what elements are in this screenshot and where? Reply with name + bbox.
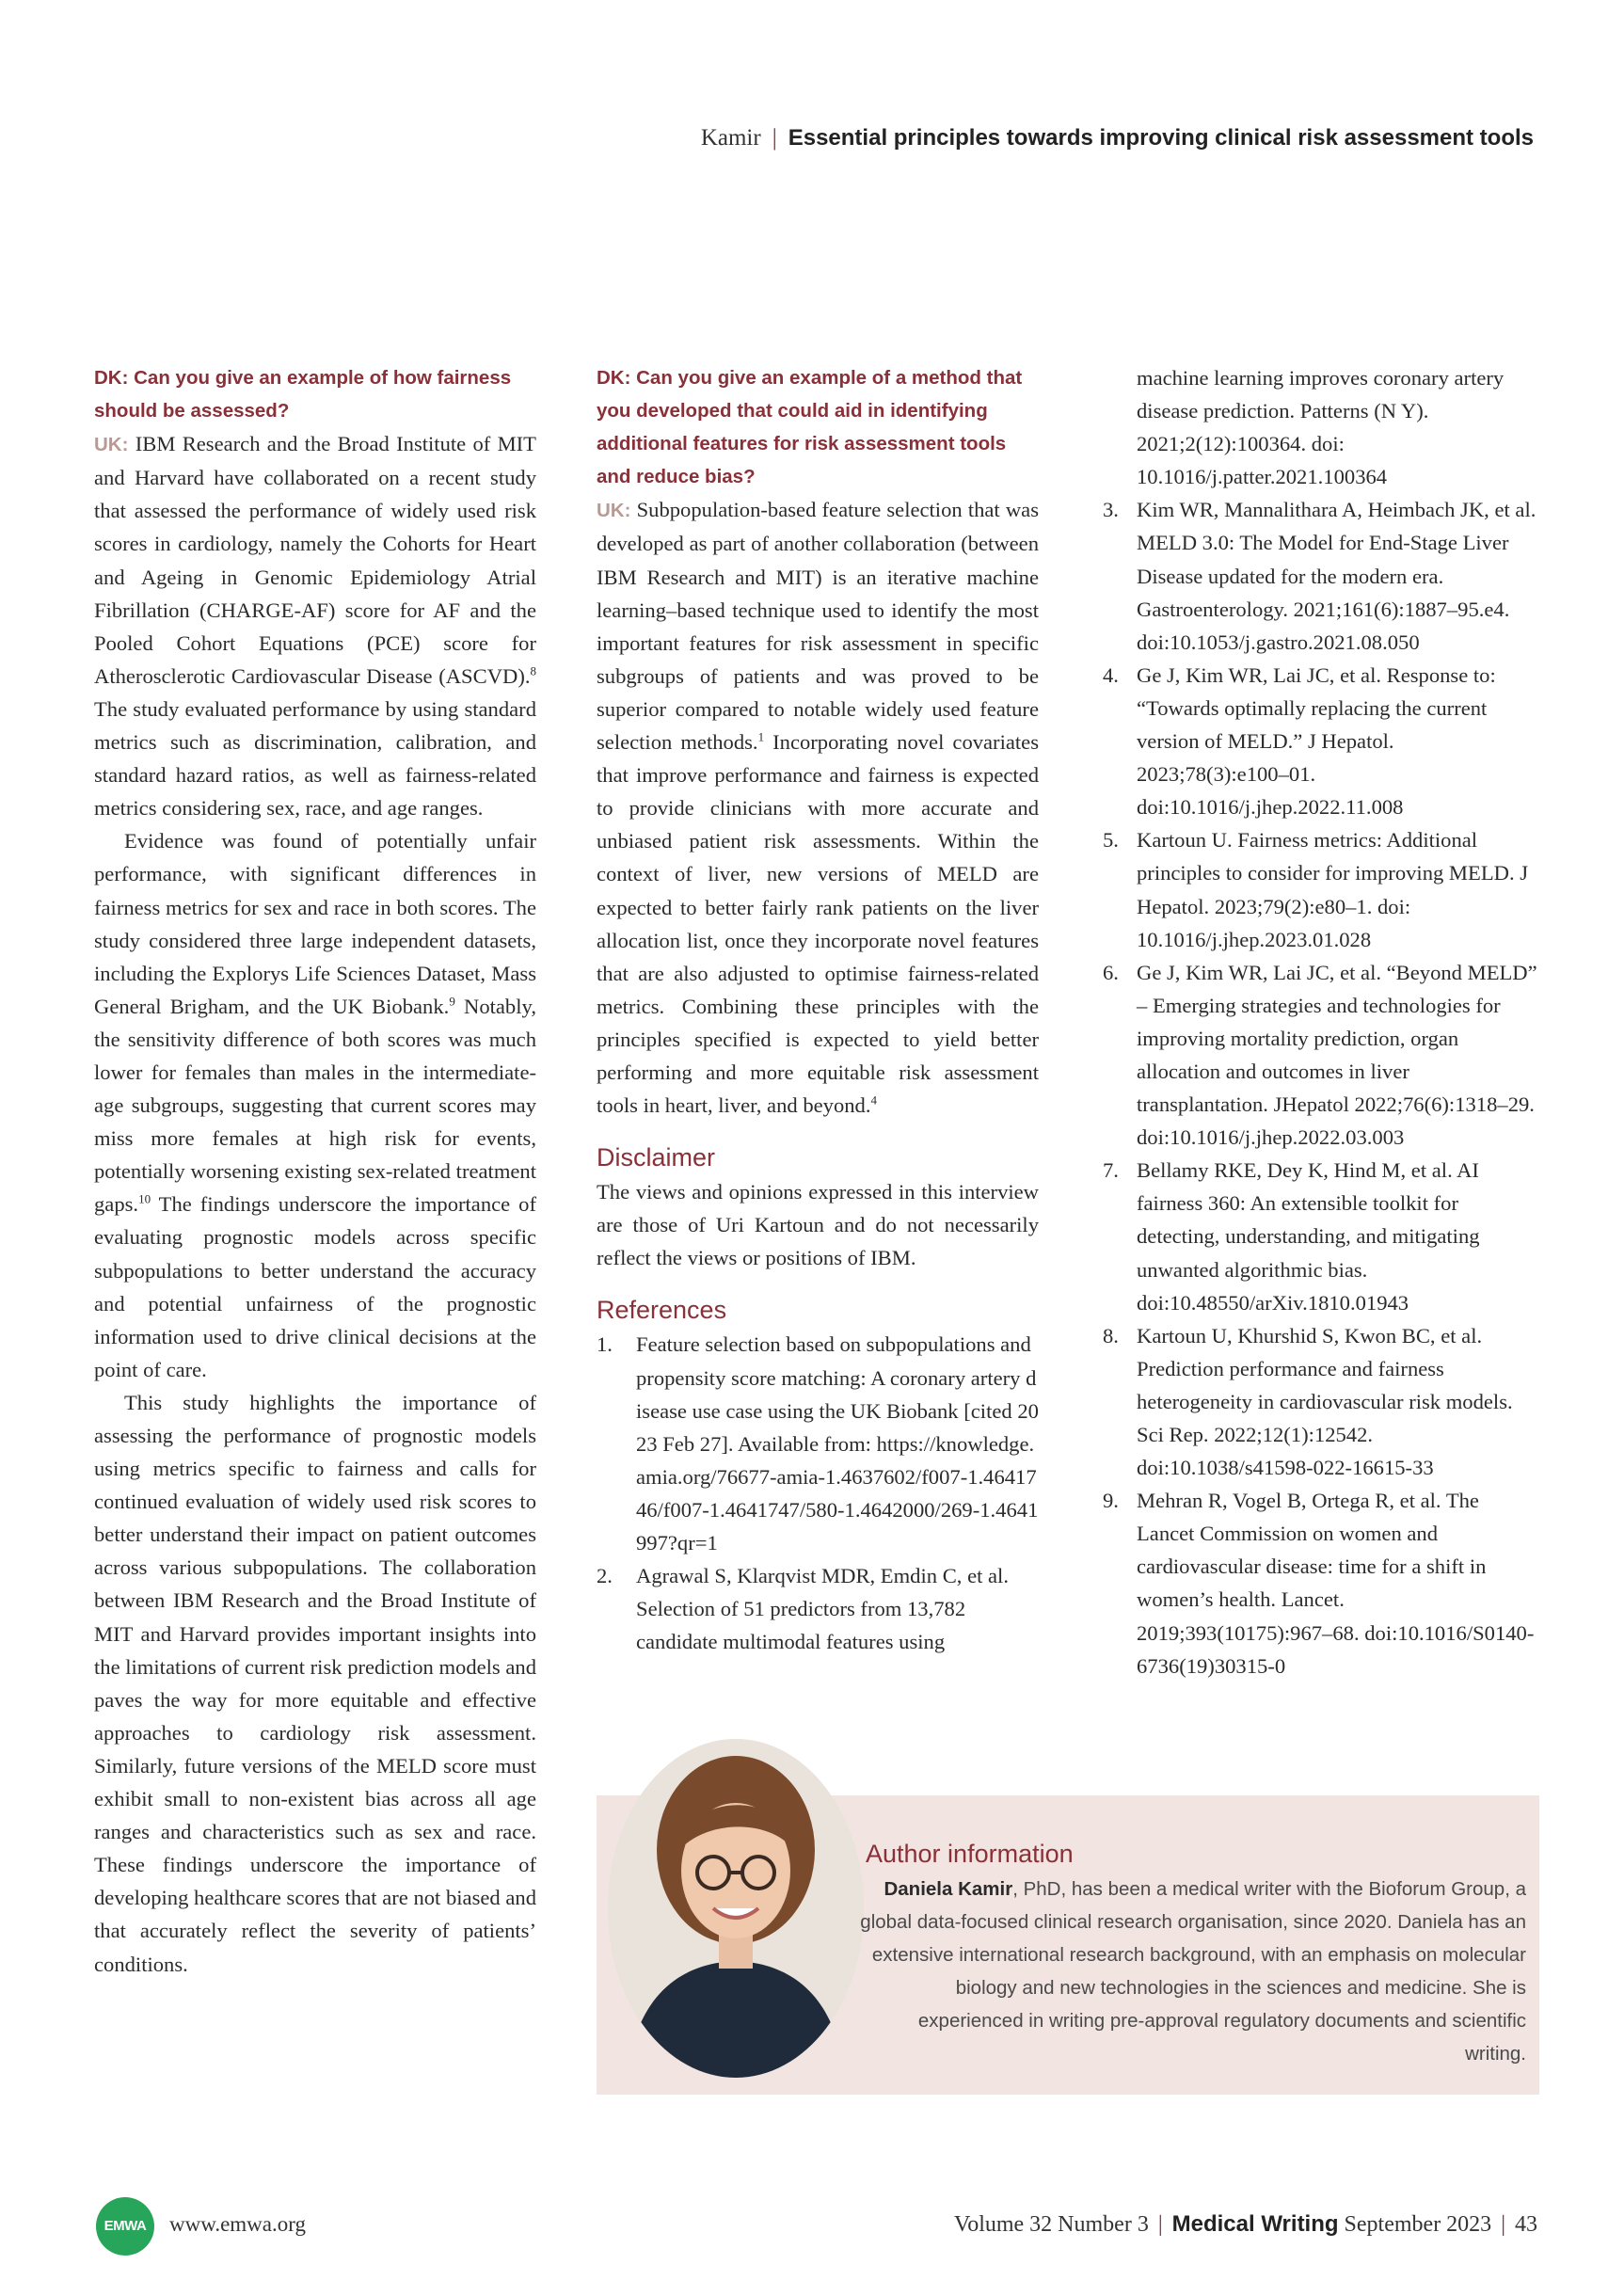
author-name: Daniela Kamir — [884, 1878, 1013, 1900]
reference-text: Kartoun U. Fairness metrics: Additional principles to consider for improving MELD. J Hepatol. 2023;79(2):e80–1. doi: 10.1016/j.jhep.2023.01.028 — [1137, 828, 1529, 951]
body-paragraph — [94, 824, 536, 1386]
disclaimer-heading: Disclaimer — [597, 1143, 716, 1172]
paragraph-part: The findings underscore the importance of evaluating prognostic models across specific subpopulations to better understand the accuracy and potential unfairness of the prognostic information used to drive clinical decisions at the point of care. — [94, 1192, 536, 1381]
answer-label: UK: — [597, 500, 631, 522]
reference-text: Feature selection based on subpopulations and propensity score matching: A coronary artery disease use case using the UK Biobank [cited 2023 Feb 27]. Available from: https://knowledge.amia.org/76677-amia-1.4637602/f007-1.4641746/f007-1.4641747/580-1.4642000/269-1.4641997?qr=1 — [636, 1332, 1039, 1555]
reference-number: 1. — [597, 1332, 613, 1357]
reference-item — [597, 1328, 1039, 1559]
reference-number: 8. — [1103, 1323, 1119, 1347]
citation-sup: 9 — [449, 994, 455, 1009]
answer-paragraph — [597, 493, 1039, 1122]
answer-text-continued: Incorporating novel covariates that improve performance and fairness is expected to provide clinicians with more accurate and unbiased patient risk assessments. Within the context of liver, new versions of MELD are expected to better fairly rank patients on the liver allocation list, once they incorporate novel features that are also adjusted to optimise fairness-related metrics. Combining these principles with the principles specified is expected to yield better performing and more equitable risk assessment tools in heart, liver, and beyond. — [597, 730, 1039, 1118]
question-heading: DK: Can you give an example of a method that you developed that could aid in identifying additional features for risk assessment tools and reduce bias? — [597, 367, 1023, 488]
reference-text: Ge J, Kim WR, Lai JC, et al. Response to: “Towards optimally replacing the current version of MELD.” J Hepatol. 2023;78(3):e100–01. doi:10.1016/j.jhep.2022.11.008 — [1137, 662, 1496, 820]
author-photo — [608, 1739, 864, 2078]
body-paragraph: This study highlights the importance of assessing the performance of prognostic models using metrics specific to fairness and calls for continued evaluation of widely used risk scores to better understand their impact on patient outcomes across various subpopulations. The collaboration between IBM Research and the Broad Institute of MIT and Harvard provides important insights into the limitations of current risk prediction models and paves the way for more equitable and effective approaches to cardiology risk assessment. Similarly, future versions of the MELD score must exhibit small to non-existent bias across all age ranges and characteristics such as sex and race. These findings underscore the importance of developing healthcare scores that are not biased and that accurately reflect the severity of patients’ conditions. — [94, 1390, 536, 1976]
reference-item — [1099, 493, 1539, 658]
running-head-separator: | — [772, 125, 777, 151]
footer-issue-info — [954, 2211, 1537, 2238]
reference-item — [597, 1559, 1039, 1658]
reference-item — [1099, 659, 1539, 823]
author-bio — [858, 1873, 1526, 2071]
paragraph-part: Notably, the sensitivity difference of both scores was much lower for females than males in the intermediate-age subgroups, suggesting that current scores may miss more females at high risk for events, potentially worsening existing sex-related treatment gaps. — [94, 994, 536, 1217]
answer-text-continued: The study evaluated performance by using standard metrics such as discrimination, calibration, and standard hazard ratios, as well as fairness-related metrics considering sex, race, and age ranges. — [94, 696, 536, 821]
running-head-author: Kamir — [700, 125, 761, 151]
citation-sup: 8 — [530, 663, 536, 678]
reference-list — [597, 1328, 1039, 1658]
reference-item — [1099, 1154, 1539, 1318]
footer-url-link[interactable]: www.emwa.org — [169, 2212, 306, 2236]
reference-text: Ge J, Kim WR, Lai JC, et al. “Beyond MELD” – Emerging strategies and technologies for improving mortality prediction, organ allocation and outcomes in liver transplantation. JHepatol 2022;76(6):1318–29. doi:10.1016/j.jhep.2022.03.003 — [1137, 960, 1537, 1150]
reference-item — [1099, 1484, 1539, 1682]
reference-item — [1099, 956, 1539, 1155]
reference-number: 9. — [1103, 1489, 1119, 1513]
author-info-heading: Author information — [866, 1840, 1074, 1868]
paragraph-part: Evidence was found of potentially unfair performance, with significant differences in fairness metrics for sex and race in both scores. The study considered three large independent datasets, including the Explorys Life Sciences Dataset, Mass General Brigham, and the UK Biobank. — [94, 829, 536, 1018]
reference-item — [1099, 823, 1539, 955]
author-portrait-illustration — [608, 1739, 864, 2078]
citation-sup: 4 — [870, 1092, 877, 1108]
reference-text: Bellamy RKE, Dey K, Hind M, et al. AI fairness 360: An extensible toolkit for detecting, understanding, and mitigating unwanted algorithmic bias. doi:10.48550/arXiv.1810.01943 — [1137, 1158, 1480, 1315]
reference-number: 7. — [1103, 1158, 1119, 1183]
reference-number: 3. — [1103, 498, 1119, 522]
reference-number: 2. — [597, 1564, 613, 1588]
footer-volume: Volume 32 Number 3 — [953, 2212, 1149, 2237]
answer-label: UK: — [94, 434, 129, 456]
reference-list — [1099, 493, 1539, 1682]
citation-sup: 1 — [757, 729, 765, 744]
reference-number: 5. — [1103, 828, 1119, 853]
column-right — [1099, 361, 1539, 1682]
reference-text: Kim WR, Mannalithara A, Heimbach JK, et al. MELD 3.0: The Model for End-Stage Liver Disease updated for the modern era. Gastroenterology. 2021;161(6):1887–95.e4. doi:10.1053/j.gastro.2021.08.050 — [1137, 498, 1536, 654]
footer-journal-name: Medical Writing — [1171, 2211, 1339, 2237]
column-middle — [597, 361, 1039, 1658]
answer-text: Subpopulation-based feature selection that was developed as part of another collaboration (between IBM Research and MIT) is an iterative machine learning–based technique used to identify the most important features for risk assessment in specific subgroups of patients and was proved to be superior compared to notable widely used feature selection methods. — [597, 498, 1039, 755]
reference-continuation: machine learning improves coronary artery disease prediction. Patterns (N Y). 2021;2(12):100364. doi: 10.1016/j.patter.2021.100364 — [1137, 366, 1505, 489]
question-heading: DK: Can you give an example of how fairness should be assessed? — [94, 367, 512, 423]
author-bio-text: , PhD, has been a medical writer with the Bioforum Group, a global data-focused clinical research organisation, since 2020. Daniela has an extensive international research background, with an emphasis on molecular biology and new technologies in the sciences and medicine. She is experienced in writing pre-approval regulatory documents and scientific writing. — [860, 1878, 1526, 2065]
answer-text: IBM Research and the Broad Institute of MIT and Harvard have collaborated on a recent study that assessed the performance of widely used risk scores in cardiology, namely the Cohorts for Heart and Ageing in Genomic Epidemiology Atrial Fibrillation (CHARGE-AF) score for AF and the Pooled Cohort Equations (PCE) score for Atherosclerotic Cardiovascular Disease (ASCVD). — [94, 432, 536, 688]
running-head — [701, 125, 1534, 151]
footer-date: September 2023 — [1344, 2212, 1492, 2237]
citation-sup: 10 — [138, 1191, 151, 1206]
footer-separator: | — [1501, 2212, 1505, 2237]
reference-text: Kartoun U, Khurshid S, Kwon BC, et al. Prediction performance and fairness heterogeneity in cardiovascular risk models. Sci Rep. 2022;12(1):12542. doi:10.1038/s41598-022-16615-33 — [1137, 1323, 1513, 1480]
footer-separator: | — [1157, 2212, 1163, 2237]
reference-text: Mehran R, Vogel B, Ortega R, et al. The Lancet Commission on women and cardiovascular disease: time for a shift in women’s health. Lancet. 2019;393(10175):967–68. doi:10.1016/S0140-6736(19)30315-0 — [1137, 1489, 1535, 1678]
reference-text: Agrawal S, Klarqvist MDR, Emdin C, et al. Selection of 51 predictors from 13,782 candidate multimodal features using — [636, 1564, 1009, 1654]
disclaimer-text: The views and opinions expressed in this interview are those of Uri Kartoun and do not necessarily reflect the views or positions of IBM. — [597, 1180, 1039, 1270]
reference-number: 4. — [1103, 662, 1119, 687]
answer-paragraph — [94, 427, 536, 824]
references-heading: References — [597, 1296, 727, 1325]
reference-number: 6. — [1103, 960, 1119, 984]
reference-item — [1099, 1319, 1539, 1484]
column-left — [94, 361, 536, 1981]
running-head-title: Essential principles towards improving clinical risk assessment tools — [788, 125, 1534, 151]
page-number: 43 — [1515, 2212, 1537, 2237]
emwa-logo: EMWA — [96, 2197, 154, 2256]
